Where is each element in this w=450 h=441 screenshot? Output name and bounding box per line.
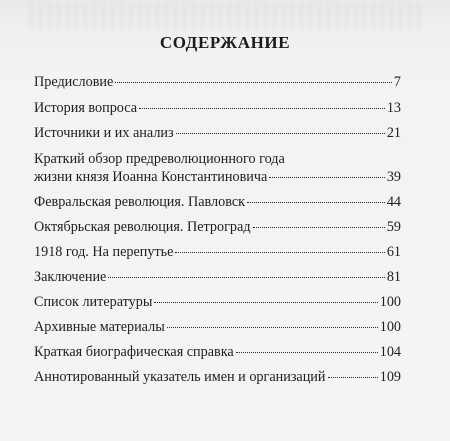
toc-entry bbox=[34, 219, 401, 236]
toc-entry-page: 100 bbox=[379, 294, 401, 310]
table-of-contents bbox=[34, 70, 401, 386]
toc-entry bbox=[34, 74, 401, 91]
toc-entry-page: 104 bbox=[379, 344, 401, 360]
dot-leader bbox=[167, 326, 378, 328]
toc-entry-page: 44 bbox=[386, 194, 401, 210]
dot-leader bbox=[108, 276, 384, 278]
dot-leader bbox=[115, 81, 392, 83]
toc-entry bbox=[34, 369, 401, 386]
toc-entry bbox=[34, 344, 401, 361]
toc-entry-title: Предисловие bbox=[34, 74, 114, 90]
toc-entry-title: Октябрьская революция. Петроград bbox=[34, 219, 251, 235]
toc-entry-page: 13 bbox=[386, 100, 401, 116]
page-title: СОДЕРЖАНИЕ bbox=[159, 33, 291, 52]
dot-leader bbox=[154, 301, 377, 303]
dot-leader bbox=[175, 251, 384, 253]
toc-entry-title: Заключение bbox=[34, 269, 107, 285]
toc-entry-page: 109 bbox=[379, 369, 401, 385]
toc-entry-title: История вопроса bbox=[34, 100, 138, 116]
toc-entry bbox=[34, 294, 401, 311]
toc-entry-page: 59 bbox=[386, 219, 401, 235]
toc-entry-title: Источники и их анализ bbox=[34, 125, 174, 141]
toc-entry bbox=[34, 194, 401, 211]
toc-entry-title-line1: Краткий обзор предреволюционного года bbox=[34, 151, 285, 167]
dot-leader bbox=[236, 351, 378, 353]
toc-entry-title: Аннотированный указатель имен и организаций bbox=[34, 369, 326, 385]
toc-entry bbox=[34, 100, 401, 117]
toc-entry-page: 100 bbox=[379, 319, 401, 335]
toc-entry-title: Архивные материалы bbox=[34, 319, 165, 335]
toc-entry-page: 81 bbox=[386, 269, 401, 285]
dot-leader bbox=[247, 201, 385, 203]
toc-entry-page: 39 bbox=[386, 169, 401, 185]
toc-entry-title: 1918 год. На перепутье bbox=[34, 244, 174, 260]
dot-leader bbox=[253, 226, 385, 228]
toc-entry bbox=[34, 269, 401, 286]
toc-entry bbox=[34, 151, 401, 186]
dot-leader bbox=[328, 376, 378, 378]
dot-leader bbox=[176, 132, 385, 134]
toc-entry bbox=[34, 319, 401, 336]
toc-entry bbox=[34, 244, 401, 261]
dot-leader bbox=[269, 176, 385, 178]
toc-entry-title: Февральская революция. Павловск bbox=[34, 194, 246, 210]
show-through-text bbox=[30, 4, 420, 30]
toc-entry-title: Список литературы bbox=[34, 294, 153, 310]
toc-entry-title-line2: жизни князя Иоанна Константиновича bbox=[34, 169, 268, 185]
toc-entry bbox=[34, 125, 401, 142]
toc-entry-page: 61 bbox=[386, 244, 401, 260]
toc-entry-page: 21 bbox=[386, 125, 401, 141]
dot-leader bbox=[139, 107, 385, 109]
toc-entry-title: Краткая биографическая справка bbox=[34, 344, 234, 360]
toc-entry-page: 7 bbox=[393, 74, 401, 90]
